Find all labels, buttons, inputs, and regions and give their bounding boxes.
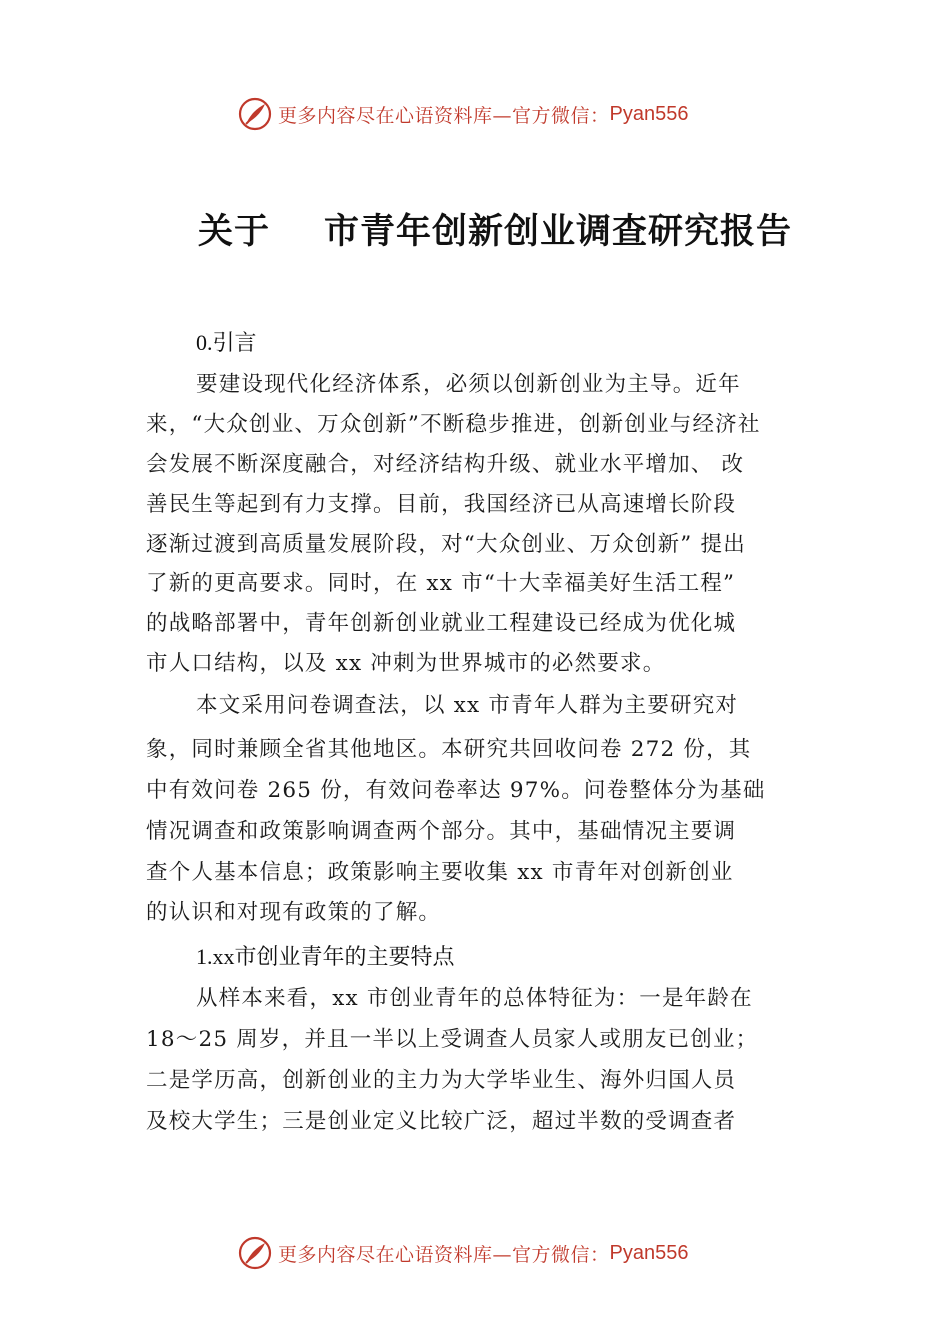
document-title xyxy=(198,204,818,254)
paragraph-line: 市人口结构，以及 xx 冲刺为世界城市的必然要求。 xyxy=(146,651,666,676)
quill-logo-icon xyxy=(238,1236,272,1270)
section-heading-intro xyxy=(196,326,257,357)
paragraph-line: 从样本来看，xx 市创业青年的总体特征为：一是年龄在 xyxy=(196,986,753,1011)
paragraph-line: 查个人基本信息；政策影响主要收集 xx 市青年对创新创业 xyxy=(146,860,734,885)
paragraph-line: 中有效问卷 265 份，有效问卷率达 97%。问卷整体分为基础 xyxy=(146,778,766,803)
watermark-wechat-id: Pyan556 xyxy=(609,1241,689,1264)
section-number: 0. xyxy=(196,330,213,355)
paragraph-line: 象，同时兼顾全省其他地区。本研究共回收问卷 272 份，其 xyxy=(146,737,752,762)
paragraph-line: 及校大学生；三是创业定义比较广泛，超过半数的受调查者 xyxy=(146,1109,737,1134)
section-title: 引言 xyxy=(212,331,257,356)
watermark-footer xyxy=(238,1233,758,1273)
paragraph-line: 会发展不断深度融合，对经济结构升级、就业水平增加、 改 xyxy=(146,452,745,477)
title-part-2: 市青年创新创业调查研究报告 xyxy=(324,211,793,252)
watermark-text: 更多内容尽在心语资料库—官方微信： xyxy=(278,1243,610,1266)
watermark-header xyxy=(238,94,758,134)
section-title: 市创业青年的主要特点 xyxy=(234,945,455,970)
quill-logo-icon xyxy=(238,97,272,131)
watermark-wechat-id: Pyan556 xyxy=(609,102,689,125)
paragraph-line: 了新的更高要求。同时，在 xx 市“十大幸福美好生活工程” xyxy=(146,571,736,596)
paragraph-line: 来，“大众创业、万众创新”不断稳步推进，创新创业与经济社 xyxy=(146,412,761,437)
paragraph-line: 本文采用问卷调查法，以 xx 市青年人群为主要研究对 xyxy=(196,693,739,718)
paragraph-line: 逐渐过渡到高质量发展阶段，对“大众创业、万众创新” 提出 xyxy=(146,532,746,557)
section-heading-features xyxy=(196,940,455,971)
paragraph-line: 的认识和对现有政策的了解。 xyxy=(146,900,442,925)
paragraph-line: 要建设现代化经济体系，必须以创新创业为主导。近年 xyxy=(196,372,741,397)
section-number: 1.xx xyxy=(196,944,235,969)
title-part-1: 关于 xyxy=(198,211,271,252)
paragraph-line: 18～25 周岁，并且一半以上受调查人员家人或朋友已创业； xyxy=(146,1027,759,1052)
paragraph-line: 的战略部署中，青年创新创业就业工程建设已经成为优化城 xyxy=(146,611,737,636)
paragraph-line: 善民生等起到有力支撑。目前，我国经济已从高速增长阶段 xyxy=(146,492,737,517)
paragraph-line: 二是学历高，创新创业的主力为大学毕业生、海外归国人员 xyxy=(146,1068,737,1093)
paragraph-line: 情况调查和政策影响调查两个部分。其中，基础情况主要调 xyxy=(146,819,737,844)
watermark-text: 更多内容尽在心语资料库—官方微信： xyxy=(278,104,610,127)
